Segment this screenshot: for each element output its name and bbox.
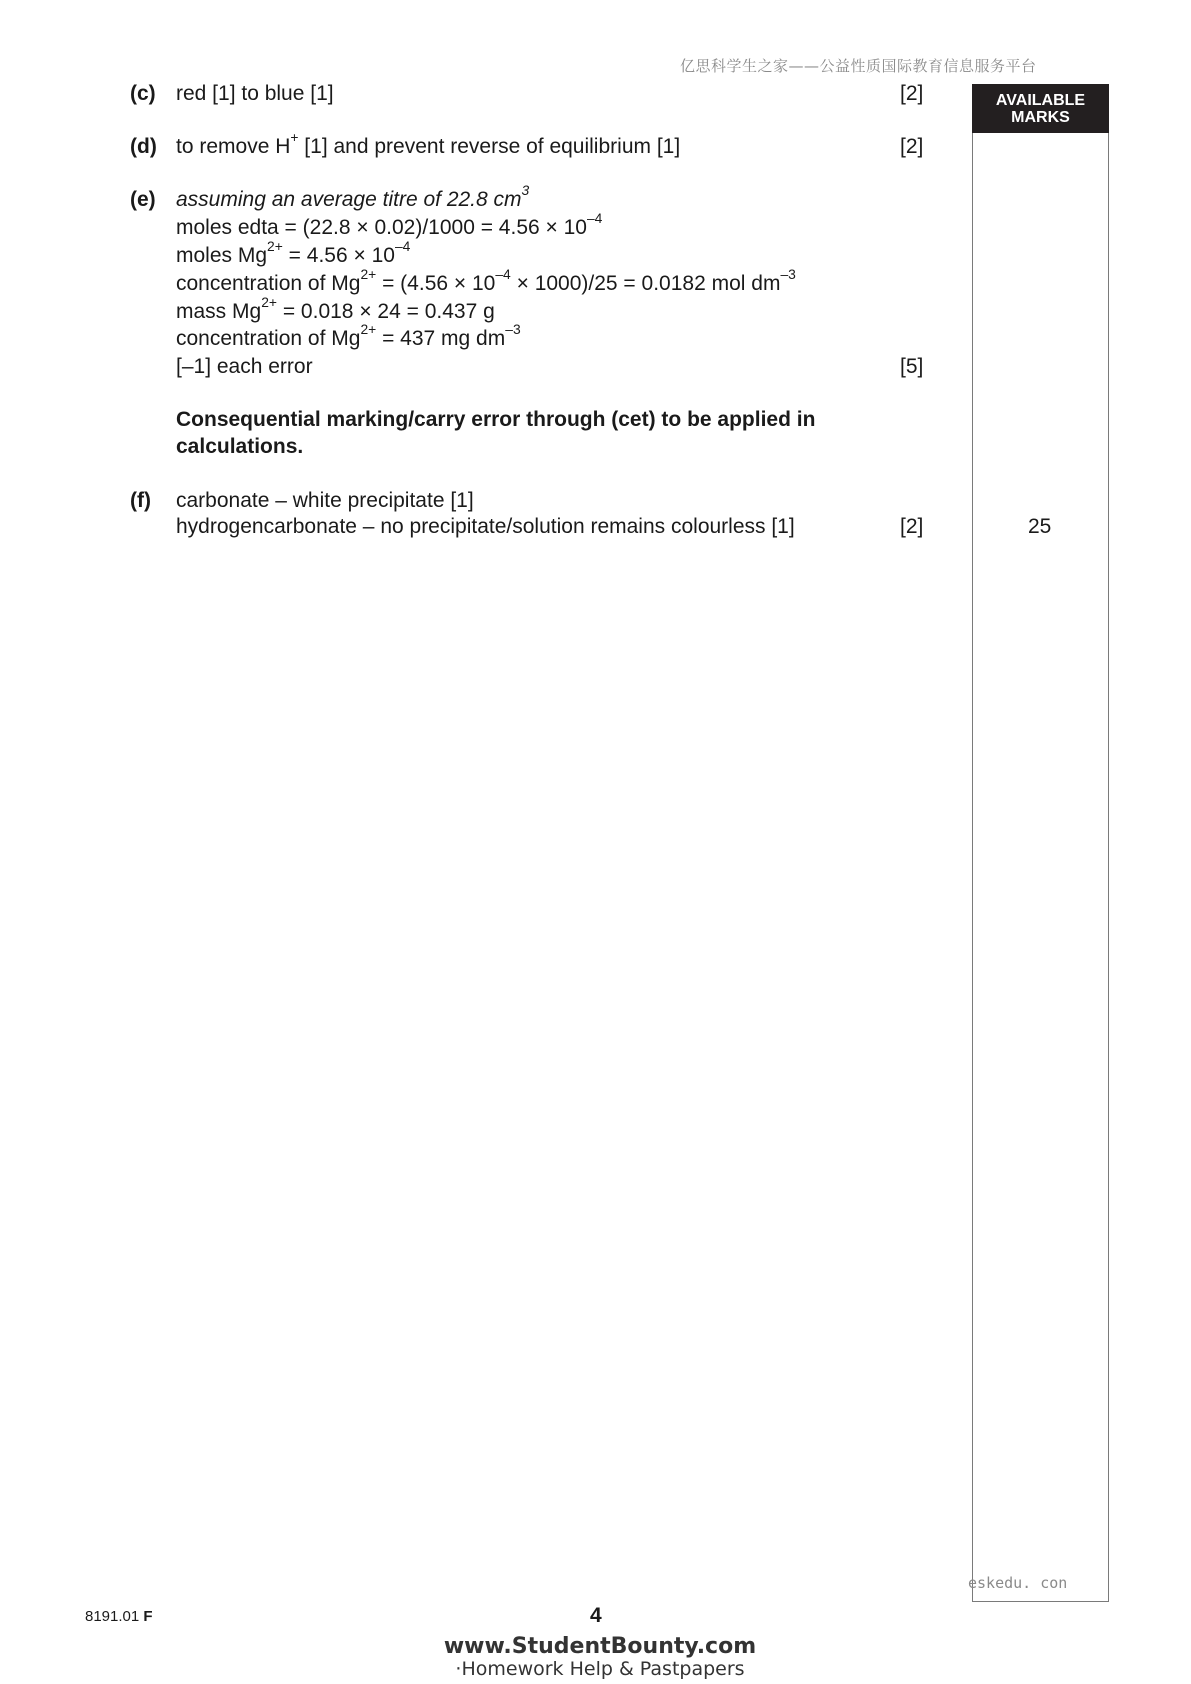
studentbounty-logo[interactable] [440, 1635, 760, 1679]
answer-e-line7: [–1] each error [176, 355, 313, 378]
answer-e-line2: moles edta = $(22.8 \times 0.02)/1000 = 4.56 \times 10^{-4}$ [176, 210, 603, 239]
paper-code: 8191.01 F [85, 1608, 153, 1625]
available-marks-heading [972, 84, 1109, 133]
cet-note-line2: calculations. [176, 435, 304, 458]
logo-line1: www.StudentBounty.com [443, 1634, 757, 1659]
answer-e-line4: concentration of $Mg^{2+} = (4.56 \times 10^{-4} \times 1000)/25 = 0.0182$ mol $dm^{-3}$ [176, 266, 796, 295]
logo-line2: ·Homework Help & Pastpapers [455, 1658, 745, 1680]
label-d: (d) [130, 135, 157, 158]
mark-e: [5] [900, 355, 924, 378]
answer-e-line1: assuming an average titre of 22.8 $cm^3$ [176, 182, 530, 211]
mark-d: [2] [900, 135, 924, 158]
answer-f-line2: hydrogencarbonate – no precipitate/solution remains colourless [1] [176, 515, 795, 538]
marks-heading-line1: AVAILABLE [995, 91, 1086, 109]
answer-e-line3: moles $Mg^{2+} = 4.56 \times 10^{-4}$ [176, 238, 411, 267]
answer-f-line1: carbonate – white precipitate [1] [176, 489, 474, 512]
header-watermark: 亿思科学生之家——公益性质国际教育信息服务平台 [680, 57, 1037, 75]
label-c: (c) [130, 82, 156, 105]
eskedu-watermark: eskedu. con [968, 1574, 1068, 1592]
mark-f: [2] [900, 515, 924, 538]
available-marks-column [972, 84, 1109, 1602]
cet-note-line1: Consequential marking/carry error through (cet) to be applied in [176, 408, 816, 431]
answer-e-line6: concentration of $Mg^{2+} = 437$ mg $dm^{-3}$ [176, 321, 521, 350]
label-f: (f) [130, 489, 151, 512]
marks-heading-line2: MARKS [1011, 108, 1070, 126]
answer-d-text: to remove H+ [1] and prevent reverse of equilibrium [1] [176, 129, 681, 158]
label-e: (e) [130, 188, 156, 211]
mark-c: [2] [900, 82, 924, 105]
answer-c-text: red [1] to blue [1] [176, 82, 334, 105]
answer-e-line5: mass $Mg^{2+} = 0.018 \times 24 = 0.437$ g [176, 294, 495, 323]
available-marks-total: 25 [1028, 515, 1052, 538]
page-number: 4 [590, 1604, 602, 1627]
